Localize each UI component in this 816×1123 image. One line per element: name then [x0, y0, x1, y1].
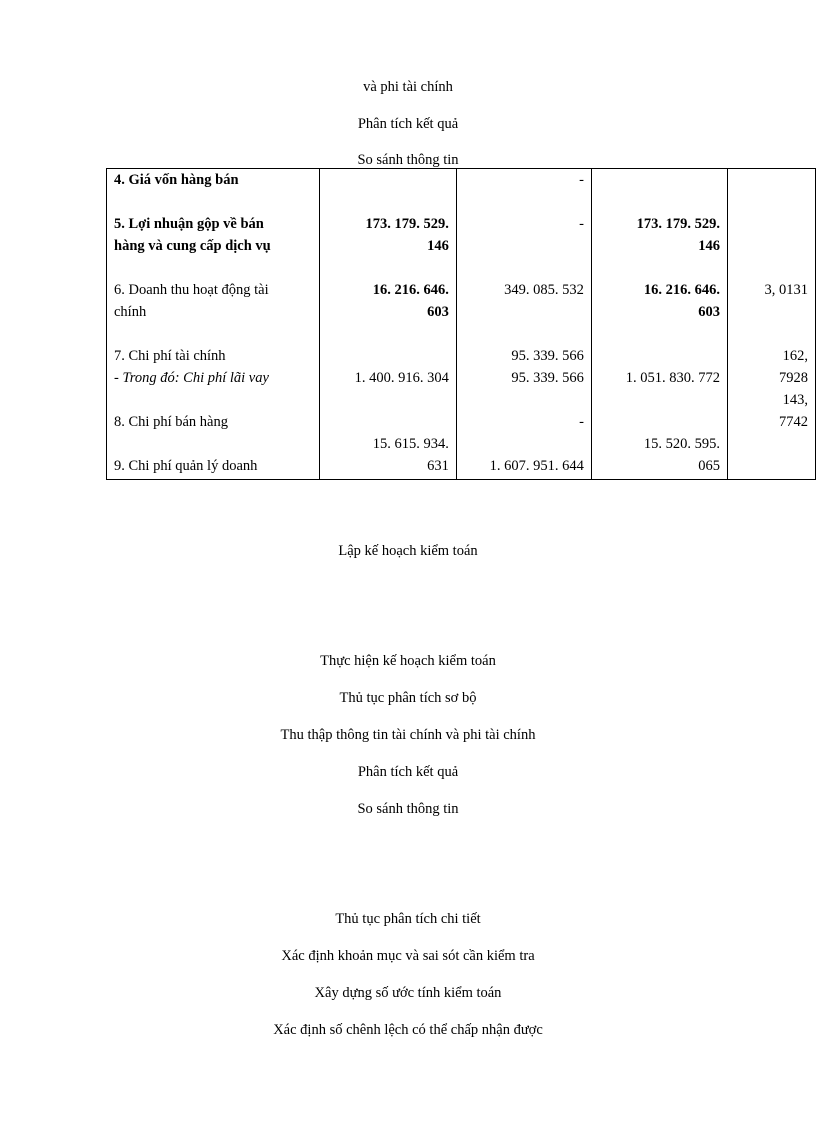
row5-c2-b: 146	[427, 238, 449, 254]
income-statement-table	[106, 168, 816, 480]
row7-c5-a: 162,	[782, 348, 808, 364]
flow-execute-plan: Thực hiện kế hoạch kiểm toán	[320, 653, 496, 669]
flow-collect-information: Thu thập thông tin tài chính và phi tài chính	[280, 727, 536, 743]
row7-label: 7. Chi phí tài chính	[114, 348, 226, 364]
row9-label: 9. Chi phí quản lý doanh	[114, 458, 258, 474]
row9-c2-b: 631	[427, 458, 449, 474]
row9-c4-b: 065	[698, 458, 720, 474]
row5-label-b: hàng và cung cấp dịch vụ	[114, 238, 271, 254]
row6-c2-b: 603	[427, 304, 449, 320]
flow-build-estimate: Xây dựng số ước tính kiểm toán	[314, 985, 502, 1001]
row8-c3: -	[579, 414, 584, 430]
flow-text-compare-info: So sánh thông tin	[357, 152, 459, 168]
value-column-2	[456, 169, 591, 480]
row5-c3: -	[579, 216, 584, 232]
row7-c5-b: 7928	[779, 370, 808, 386]
row7-c3: 95. 339. 566	[511, 348, 584, 364]
table-row	[107, 169, 816, 480]
row6-c2-a: 16. 216. 646.	[372, 282, 449, 298]
row8-c5-a: 143,	[782, 392, 808, 408]
row5-c4-a: 173. 179. 529.	[636, 216, 720, 232]
row8-c5-b: 7742	[779, 414, 808, 430]
row7-sub-label: - Trong đó: Chi phí lãi vay	[114, 370, 269, 386]
flow-plan-audit: Lập kế hoạch kiểm toán	[338, 543, 478, 559]
row5-c4-b: 146	[698, 238, 720, 254]
row6-label-a: 6. Doanh thu hoạt động tài	[114, 282, 269, 298]
label-column	[107, 169, 320, 480]
row7-c4-sub: 1. 051. 830. 772	[625, 370, 720, 386]
flow-acceptable-difference: Xác định số chênh lệch có thể chấp nhận được	[273, 1022, 543, 1038]
row6-c5: 3, 0131	[764, 282, 808, 298]
flow-detailed-analysis: Thủ tục phân tích chi tiết	[335, 911, 481, 927]
row8-label: 8. Chi phí bán hàng	[114, 414, 228, 430]
row7-c2-sub: 1. 400. 916. 304	[354, 370, 449, 386]
flow-text-nonfinancial: và phi tài chính	[363, 79, 453, 95]
row6-c4-a: 16. 216. 646.	[643, 282, 720, 298]
flow-text-analyze-results: Phân tích kết quả	[357, 116, 459, 132]
row5-label-a: 5. Lợi nhuận gộp về bán	[114, 216, 264, 232]
flow-preliminary-analysis: Thủ tục phân tích sơ bộ	[339, 690, 477, 706]
value-column-1	[319, 169, 456, 480]
flow-compare-information: So sánh thông tin	[357, 801, 459, 817]
row5-c2-a: 173. 179. 529.	[365, 216, 449, 232]
row9-c4-a: 15. 520. 595.	[643, 436, 720, 452]
row9-c3: 1. 607. 951. 644	[489, 458, 584, 474]
row7-c3-sub: 95. 339. 566	[511, 370, 584, 386]
row6-c3: 349. 085. 532	[504, 282, 584, 298]
row6-c4-b: 603	[698, 304, 720, 320]
flow-identify-items: Xác định khoản mục và sai sót cần kiểm tra	[281, 948, 535, 964]
row6-label-b: chính	[114, 304, 147, 320]
row4-c3: -	[579, 172, 584, 188]
flow-analyze-results: Phân tích kết quả	[357, 764, 459, 780]
value-column-3	[591, 169, 727, 480]
value-column-4	[727, 169, 815, 480]
row9-c2-a: 15. 615. 934.	[372, 436, 449, 452]
row4-label: 4. Giá vốn hàng bán	[114, 172, 239, 188]
